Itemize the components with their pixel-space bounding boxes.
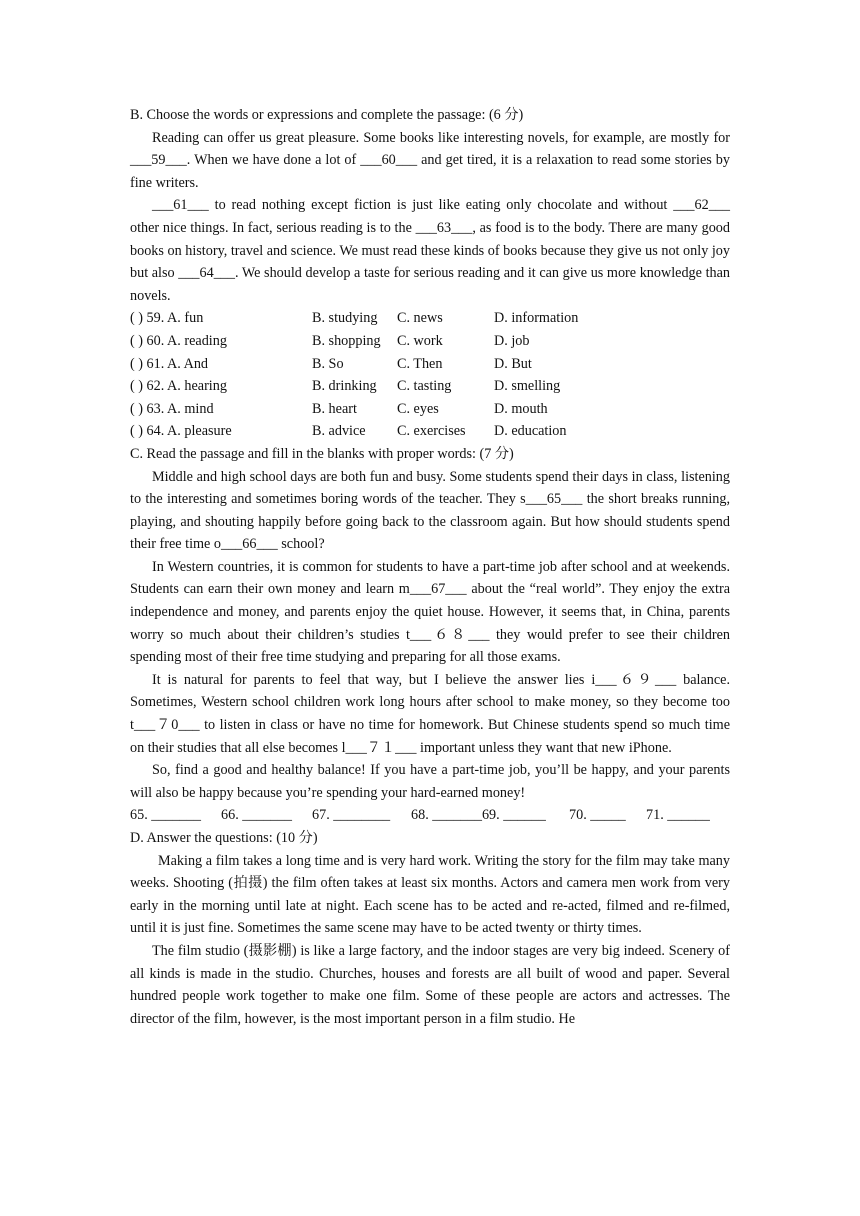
section-c-paragraph: So, find a good and healthy balance! If you have a part-time job, you’ll be happy, and your parents will also be happy because you’re spending your hard-earned money!: [130, 762, 730, 801]
option-d: D. education: [494, 423, 567, 440]
option-row-61: [130, 353, 730, 376]
section-c-paragraph: Middle and high school days are both fun and busy. Some students spend their days in class, listening to the interesting and sometimes boring words of the teacher. They s___65___ the short breaks running, playing, and shouting happily before going back to the classroom again. But how should students spend their free time o___66___ school?: [130, 468, 730, 553]
option-c: C. eyes: [397, 400, 439, 417]
option-a: ( ) 64. A. pleasure: [130, 423, 232, 440]
answer-blank-71: 71. ______: [646, 807, 710, 824]
answer-blank-68-69: 68. _______69. ______: [411, 807, 546, 824]
option-a: ( ) 63. A. mind: [130, 400, 214, 417]
option-a: ( ) 59. A. fun: [130, 310, 204, 327]
section-b-paragraph: Reading can offer us great pleasure. Some books like interesting novels, for example, are mostly for ___59___. When we have done a lot of ___60___ and get tired, it is a relaxation to read some stories by fine writers.: [130, 129, 730, 191]
answer-blank-66: 66. _______: [221, 807, 292, 824]
answer-blank-70: 70. _____: [569, 807, 626, 824]
option-a: ( ) 61. A. And: [130, 355, 209, 372]
option-a: ( ) 62. A. hearing: [130, 378, 227, 395]
option-row-64: [130, 420, 730, 443]
option-d: D. information: [494, 310, 579, 327]
section-d-paragraph: Making a film takes a long time and is very hard work. Writing the story for the film may take many weeks. Shooting (拍摄) the film often takes at least six months. Actors and camera men work from very early in the morning until late at night. Each scene has to be acted and re-acted, filmed and re-filmed, until it is just fine. Sometimes the same scene may have to be acted twenty or thirty times.: [130, 852, 730, 937]
option-c: C. work: [397, 332, 443, 349]
section-c-heading: C. Read the passage and fill in the blanks with proper words: (7 分): [130, 445, 514, 462]
option-row-63: [130, 398, 730, 421]
option-a: ( ) 60. A. reading: [130, 332, 227, 349]
option-b: B. drinking: [312, 378, 377, 395]
option-b: B. shopping: [312, 332, 381, 349]
worksheet-page: [130, 104, 730, 1030]
option-d: D. mouth: [494, 400, 548, 417]
answer-blank-67: 67. ________: [312, 807, 391, 824]
option-row-59: [130, 307, 730, 330]
option-d: D. smelling: [494, 378, 561, 395]
option-c: C. news: [397, 310, 443, 327]
answer-blanks: [130, 804, 730, 827]
option-row-62: [130, 375, 730, 398]
option-d: D. job: [494, 332, 530, 349]
section-d-paragraph: The film studio (摄影棚) is like a large factory, and the indoor stages are very big indeed. Scenery of all kinds is made in the studio. Churches, houses and forests are all built of wood and paper. Several hundred people work together to make one film. Some of these people are actors and actresses. The director of the film, however, is the most important person in a film studio. He: [130, 942, 730, 1027]
section-d-heading: D. Answer the questions: (10 分): [130, 830, 318, 846]
option-b: B. advice: [312, 423, 366, 440]
option-b: B. So: [312, 355, 344, 372]
section-b-paragraph: ___61___ to read nothing except fiction is just like eating only chocolate and without ___62___ other nice things. In fact, serious reading is to the ___63___, as food is to the body. There are many good books on history, travel and science. We must read these kinds of books because they give us not only joy but also ___64___. We should develop a taste for serious reading and it can give us more knowledge than novels.: [130, 197, 730, 304]
option-c: C. Then: [397, 355, 443, 372]
section-c-paragraph: In Western countries, it is common for students to have a part-time job after school and at weekends. Students can earn their own money and learn m___67___ about the “real world”. They enjoy the extra independence and money, and parents enjoy the quiet house. However, it seems that, in China, parents worry so much about their children’s studies t___６８___ they would prefer to see their children spending most of their free time studying and preparing for all those exams.: [130, 558, 730, 666]
answer-blank-65: 65. _______: [130, 807, 201, 824]
section-b-options: [130, 307, 730, 443]
option-b: B. heart: [312, 400, 357, 417]
option-row-60: [130, 330, 730, 353]
option-c: C. tasting: [397, 378, 452, 395]
option-d: D. But: [494, 355, 532, 372]
option-c: C. exercises: [397, 423, 466, 440]
section-b-heading: B. Choose the words or expressions and complete the passage: (6 分): [130, 107, 524, 123]
section-c-paragraph: It is natural for parents to feel that way, but I believe the answer lies i___６９___ balance. Sometimes, Western school children work long hours after school to make money, so they become too t___７0___ to listen in class or have no time for homework. But Chinese students spend so much time on their studies that all else becomes l___７１___ important unless they want that new iPhone.: [130, 671, 730, 756]
option-b: B. studying: [312, 310, 378, 327]
